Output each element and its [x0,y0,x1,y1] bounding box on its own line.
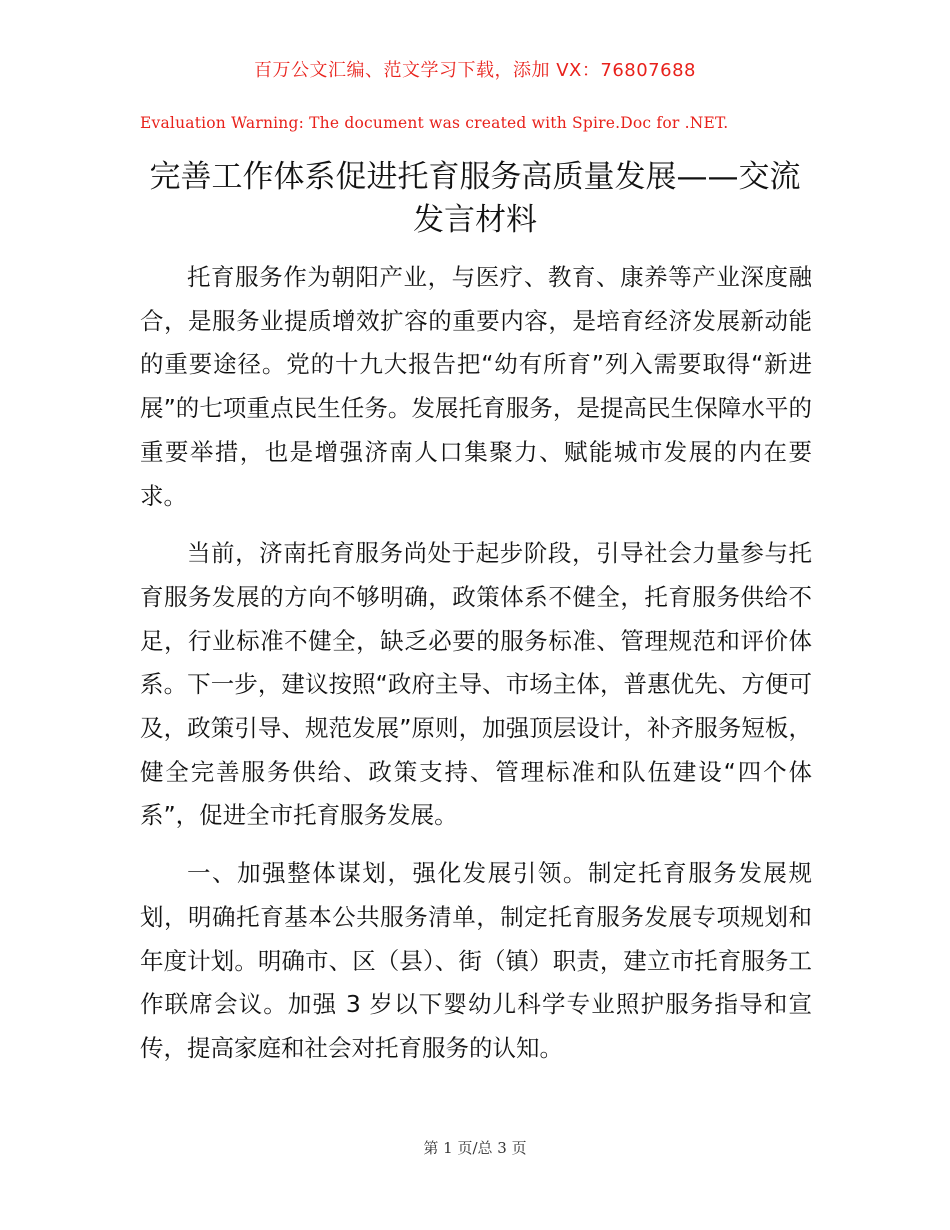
paragraph-3: 一、加强整体谋划，强化发展引领。制定托育服务发展规划，明确托育基本公共服务清单，制定托育服务发展专项规划和年度计划。明确市、区（县）、街（镇）职责，建立市托育服务工作联席会议。加强 3 岁以下婴幼儿科学专业照护服务指导和宣传，提高家庭和社会对托育服务的认知。 [140,859,812,1062]
document-title: 完善工作体系促进托育服务高质量发展——交流发言材料 [149,159,801,238]
document-body [140,256,812,1085]
page-footer: 第 1 页/总 3 页 [423,1139,527,1157]
paragraph-2: 当前，济南托育服务尚处于起步阶段，引导社会力量参与托育服务发展的方向不够明确，政策体系不健全，托育服务供给不足，行业标准不健全，缺乏必要的服务标准、管理规范和评价体系。下一步，建议按照“政府主导、市场主体，普惠优先、方便可及，政策引导、规范发展”原则，加强顶层设计，补齐服务短板，健全完善服务供给、政策支持、管理标准和队伍建设“四个体系”，促进全市托育服务发展。 [140,539,812,830]
evaluation-warning: Evaluation Warning: The document was created with Spire.Doc for .NET. [140,114,729,132]
header-ad-text: 百万公文汇编、范文学习下载，添加 VX：76807688 [254,60,696,81]
paragraph-1: 托育服务作为朝阳产业，与医疗、教育、康养等产业深度融合，是服务业提质增效扩容的重要内容，是培育经济发展新动能的重要途径。党的十九大报告把“幼有所育”列入需要取得“新进展”的七项重点民生任务。发展托育服务，是提高民生保障水平的重要举措，也是增强济南人口集聚力、赋能城市发展的内在要求。 [140,263,812,510]
